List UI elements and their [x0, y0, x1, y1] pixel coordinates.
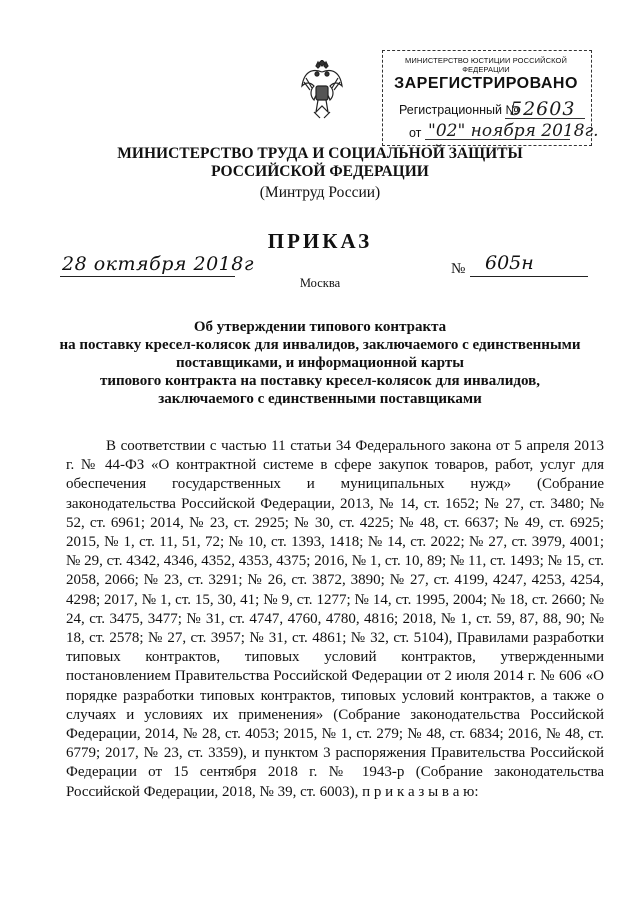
- title-line: Об утверждении типового контракта: [193, 319, 447, 335]
- stamp-number-label: Регистрационный №: [399, 103, 519, 117]
- title-line: заключаемого с единственными поставщиками: [158, 391, 482, 407]
- stamp-registered: ЗАРЕГИСТРИРОВАНО: [394, 75, 578, 92]
- title-line: на поставку кресел-колясок для инвалидов, заключаемого с единственными: [59, 337, 581, 353]
- order-number: 605н: [485, 252, 534, 274]
- stamp-ministry: МИНИСТЕРСТВО ЮСТИЦИИ РОССИЙСКОЙ ФЕДЕРАЦИИ: [405, 56, 567, 74]
- order-date: 28 октября 2018г: [62, 253, 254, 275]
- order-number-label: №: [451, 261, 466, 277]
- stamp-number: 52603: [510, 98, 576, 120]
- body-text: В соответствии с частью 11 статьи 34 Федерального закона от 5 апреля 2013 г. № 44-ФЗ «О контрактной системе в сфере закупок товаров, работ, услуг для обеспечения государственных и муниципальных нужд» (Собрание законодательства Российской Федерации, 2013, № 14, ст. 1652; № 27, ст. 3480; № 52, ст. 6961; 2014, № 23, ст. 2925; № 30, ст. 4225; № 48, ст. 6637; № 49, ст. 6925; 2015, № 1, ст. 11, 51, 72; № 10, ст. 1393, 1418; № 14, ст. 2022; № 27, ст. 3979, 4001; № 29, ст. 4342, 4346, 4352, 4353, 4375; 2016, № 1, ст. 10, 89; № 11, ст. 1493; № 15, ст. 2058, 2066; № 23, ст. 3291; № 26, ст. 3872, 3890; № 27, ст. 4199, 4247, 4253, 4254, 4298; 2017, № 1, ст. 15, 30, 41; № 9, ст. 1277; № 14, ст. 1995, 2004; № 18, ст. 2660; № 24, ст. 3475, 3477; № 31, ст. 4747, 4760, 4780, 4816; 2018, № 1, ст. 59, 87, 88, 90; № 18, ст. 2578; № 27, ст. 3957; № 31, ст. 4861; № 32, ст. 5104), Правилами разработки типовых контрактов, типовых условий контрактов, утвержденными постановлением Правительства Российской Федерации от 2 июля 2014 г. № 606 «О порядке разработки типовых контрактов, типовых условий контрактов, а также о случаях и условиях их применения» (Собрание законодательства Российской Федерации, 2014, № 28, ст. 4053; 2015, № 1, ст. 279; № 48, ст. 6834; 2016, № 48, ст. 6779; 2017, № 23, ст. 3359), и пунктом 3 распоряжения Правительства Российской Федерации от 15 сентября 2018 г. № 1943-р (Собрание законодательства Российской Федерации, 2018, № 39, ст. 6003), п р и к а з ы в а ю:: [66, 438, 604, 800]
- city: Москва: [299, 276, 341, 290]
- stamp-date: "02" ноября 2018г.: [428, 121, 599, 141]
- document-type: ПРИКАЗ: [267, 229, 373, 253]
- body-paragraph: [66, 437, 604, 802]
- coat-of-arms-icon: [300, 60, 344, 120]
- title-line: поставщиками, и информационной карты: [176, 355, 464, 371]
- stamp-date-label: от: [409, 126, 422, 140]
- stamp-date-underline: [425, 139, 570, 140]
- title-line: типового контракта на поставку кресел-колясок для инвалидов,: [100, 373, 540, 389]
- ministry-short-name: (Минтруд России): [259, 184, 381, 201]
- ministry-line-2: РОССИЙСКОЙ ФЕДЕРАЦИИ: [211, 163, 429, 180]
- document-title: [50, 318, 590, 408]
- ministry-line-1: МИНИСТЕРСТВО ТРУДА И СОЦИАЛЬНОЙ ЗАЩИТЫ: [117, 145, 523, 162]
- ministry-name: [100, 145, 540, 181]
- stamp-number-underline: [505, 118, 585, 119]
